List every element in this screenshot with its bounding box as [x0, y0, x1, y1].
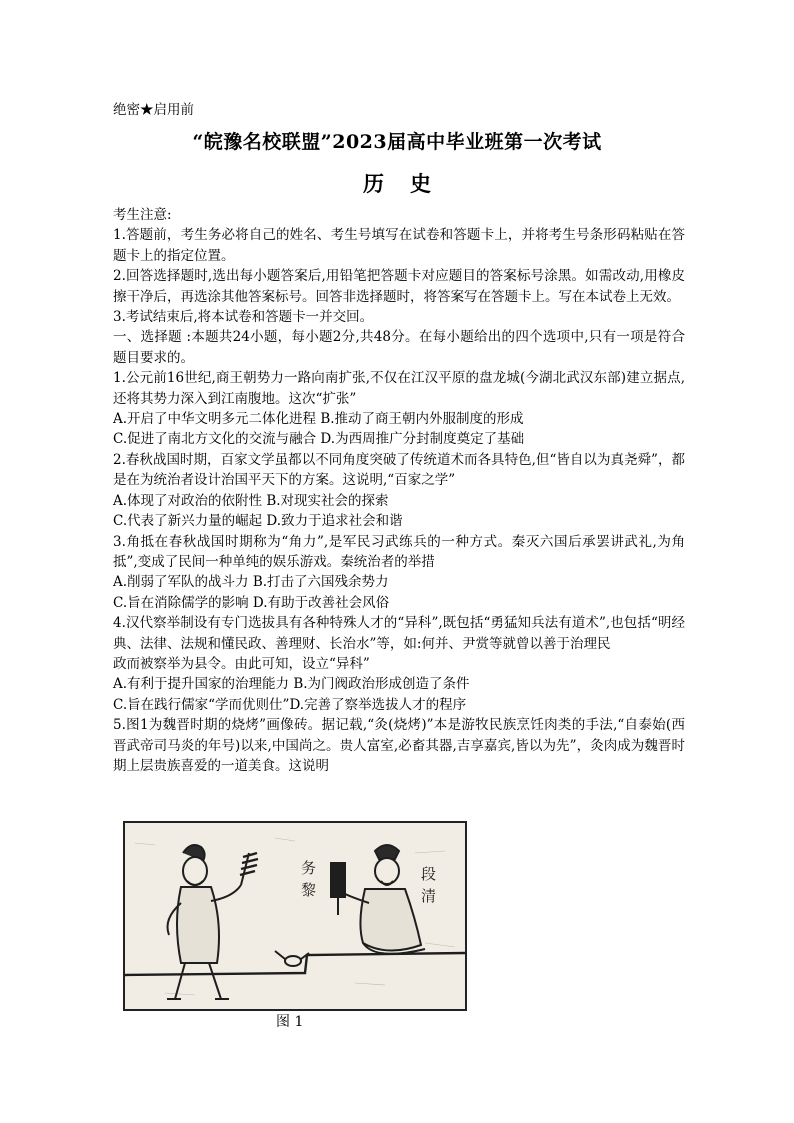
question-option: A.有利于提升国家的治理能力 B.为门阀政治形成创造了条件 — [113, 676, 470, 693]
question-option: C.旨在践行儒家“学而优则仕”D.完善了察举选拔人才的程序 — [113, 696, 467, 713]
inscription-right-char: 段 — [421, 865, 437, 883]
inscription-left-char: 务 — [301, 859, 317, 877]
question-stem: 1.公元前16世纪,商王朝势力一路向南扩张,不仅在江汉平原的盘龙城(今湖北武汉东部)建立据点,还将其势力深入到江南腹地。这次“扩张” — [113, 370, 685, 407]
question-option: A.体现了对政治的依附性 B.对现实社会的探索 — [113, 492, 389, 509]
notice-item: 3.考试结束后,将本试卷和答题卡一并交回。 — [113, 309, 374, 326]
question-option: A.开启了中华文明多元二体化进程 B.推动了商王朝内外服制度的形成 — [113, 411, 524, 428]
exam-body — [113, 205, 685, 776]
notice-item: 2.回答选择题时,选出每小题答案后,用铅笔把答题卡对应题目的答案标号涂黑。如需改动,用橡皮擦干净后，再选涂其他答案标号。回答非选择题时，将答案写在答题卡上。写在本试卷上无效。 — [113, 268, 685, 305]
secret-label: 绝密★启用前 — [113, 102, 194, 118]
figure-caption: 图 1 — [276, 1014, 304, 1030]
exam-title: “皖豫名校联盟”2023届高中毕业班第一次考试 — [192, 131, 602, 153]
subject-title: 历史 — [363, 171, 457, 196]
inscription-left-char: 黎 — [301, 881, 317, 899]
brick-painting-illustration — [125, 823, 465, 1009]
figure-brick-painting — [123, 821, 467, 1011]
notice-heading: 考生注意: — [113, 207, 172, 223]
question-stem: 5.图1为魏晋时期的烧烤”画像砖。据记载,“灸(烧烤)”本是游牧民族烹饪肉类的手法,“自泰始(西晋武帝司马炎的年号)以来,中国尚之。贵人富室,必畜其器,吉享嘉宾,皆以为先”，灸肉成为魏晋时期上层贵族喜爱的一道美食。这说明 — [113, 717, 685, 774]
inscription-right-char: 清 — [421, 887, 437, 905]
question-stem: 3.角抵在春秋战国时期称为“角力”,是军民习武练兵的一种方式。秦灭六国后承罢讲武礼,为角抵”,变成了民间一种单纯的娱乐游戏。秦统治者的举措 — [113, 533, 685, 570]
question-option: A.削弱了军队的战斗力 B.打击了六国残余势力 — [113, 574, 389, 591]
question-stem: 4.汉代察举制设有专门选拔具有各种特殊人才的“异科”,既包括“勇猛知兵法有道术”,也包括“明经典、法律、法规和懂民政、善理财、长治水”等，如:何并、尹赏等就曾以善于治理民 — [113, 615, 685, 652]
question-stem: 2.春秋战国时期，百家文学虽都以不同角度突破了传统道术而各具特色,但“皆自以为真尧舜”，都是在为统治者设计治国平天下的方案。这说明,“百家之学” — [113, 451, 685, 489]
question-option: C.旨在消除儒学的影响 D.有助于改善社会风俗 — [113, 594, 390, 611]
notice-item: 1.答题前，考生务必将自己的姓名、考生号填写在试卷和答题卡上，并将考生号条形码粘贴在答题卡上的指定位置。 — [113, 227, 685, 264]
question-option: C.代表了新兴力量的崛起 D.致力于追求社会和谐 — [113, 513, 403, 530]
section-intro: 一、选择题 :本题共24小题，每小题2分,共48分。在每小题给出的四个选项中,只有一项是符合题目要求的。 — [113, 329, 685, 366]
question-stem-continued: 政而被察举为县令。由此可知，设立“异科” — [113, 655, 370, 672]
question-option: C.促进了南北方文化的交流与融合 D.为西周推广分封制度奠定了基础 — [113, 431, 525, 448]
